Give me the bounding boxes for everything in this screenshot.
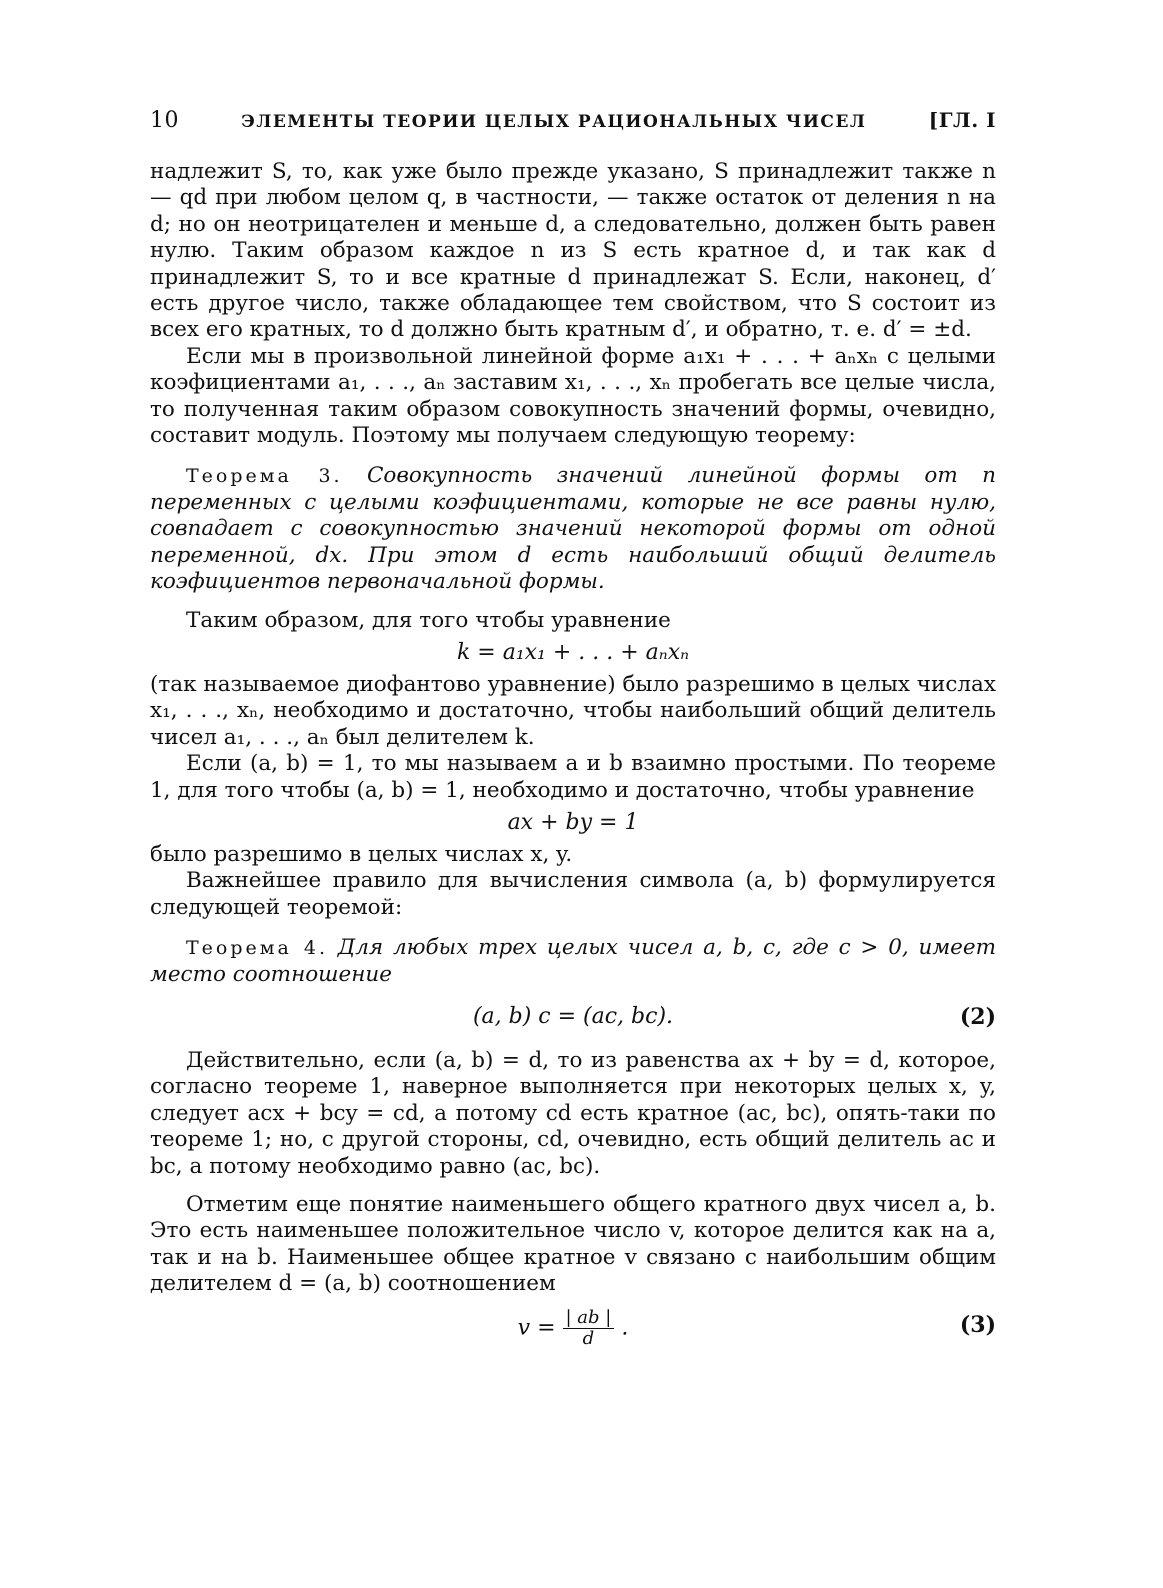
page-number: 10 [150, 108, 179, 133]
paragraph-9: Отметим еще понятие наименьшего общего кратного двух чисел a, b. Это есть наименьшее положительное число v, которое делится как на a, так и на b. Наименьшее общее кратное v связано с наибольшим общим делителем d = (a, b) соотношением [150, 1192, 996, 1297]
theorem-4 [150, 935, 996, 988]
running-title: ЭЛЕМЕНТЫ ТЕОРИИ ЦЕЛЫХ РАЦИОНАЛЬНЫХ ЧИСЕЛ [241, 112, 867, 132]
formula-2 [150, 1000, 996, 1034]
paragraph-2: Если мы в произвольной линейной форме a₁x₁ + . . . + aₙxₙ с целыми коэфициентами a₁, . . ., aₙ заставим x₁, . . ., xₙ пробегать все целые числа, то полученная таким образом совокупность значений формы, очевидно, составит модуль. Поэтому мы получаем следующую теорему: [150, 343, 996, 449]
formula-2-expression: (a, b) c = (ac, bc). [472, 1003, 674, 1029]
paragraph-7: Важнейшее правило для вычисления символа (a, b) формулируется следующей теоремой: [150, 868, 996, 920]
formula-3-denominator: d [582, 1327, 595, 1349]
formula-coprime: ax + by = 1 [507, 809, 639, 835]
paragraph-8: Действительно, если (a, b) = d, то из равенства ax + by = d, которое, согласно теореме 1, наверное выполняется при некоторых целых x, y, следует acx + bcy = cd, а потому cd есть кратное (ac, bc), опять-таки по теореме 1; но, с другой стороны, cd, очевидно, есть общий делитель ac и bc, а потому необходимо равно (ac, bc). [150, 1047, 996, 1179]
book-page [150, 108, 996, 1351]
theorem-4-label: Теорема 4. [186, 937, 328, 960]
paragraph-6: было разрешимо в целых числах x, y. [150, 841, 573, 867]
chapter-marker: [ГЛ. I [928, 108, 996, 132]
formula-3 [150, 1308, 996, 1349]
paragraph-4: (так называемое диофантово уравнение) было разрешимо в целых числах x₁, . . ., xₙ, необходимо и достаточно, чтобы наибольший общий делитель чисел a₁, . . ., aₙ был делителем k. [150, 671, 996, 750]
formula-3-period: . [621, 1315, 629, 1341]
theorem-3-label: Теорема 3. [186, 465, 343, 488]
theorem-3 [150, 463, 996, 595]
formula-3-numerator: | ab | [563, 1308, 615, 1329]
theorem-4-text: Для любых трех целых чисел a, b, c, где c > 0, имеет место соотношение [150, 935, 996, 987]
paragraph-3: Таким образом, для того чтобы уравнение [186, 607, 671, 633]
theorem-3-text: Совокупность значений линейной формы от n переменных с целыми коэфициентами, которые не все равны нулю, совпадает с совокупностью значений некоторой формы от одной переменной, dx. При этом d есть наибольший общий делитель коэфициентов первоначальной формы. [150, 463, 996, 595]
formula-3-number: (3) [959, 1311, 996, 1338]
formula-3-fraction [563, 1308, 615, 1349]
paragraph-1: надлежит S, то, как уже было прежде указано, S принадлежит также n — qd при любом целом q, в частности, — также остаток от деления n на d; но он неотрицателен и меньше d, а следовательно, должен быть равен нулю. Таким образом каждое n из S есть кратное d, и так как d принадлежит S, то и все кратные d принадлежат S. Если, наконец, d′ есть другое число, также обладающее тем свойством, что S состоит из всех его кратных, то d должно быть кратным d′, и обратно, т. е. d′ = ±d. [150, 159, 996, 343]
paragraph-5: Если (a, b) = 1, то мы называем a и b взаимно простыми. По теореме 1, для того чтобы (a, b) = 1, необходимо и достаточно, чтобы уравнение [150, 751, 996, 803]
formula-diophantine: k = a₁x₁ + . . . + aₙxₙ [456, 639, 690, 665]
formula-2-number: (2) [959, 1003, 996, 1030]
running-header [150, 108, 996, 133]
formula-3-lhs: v = [517, 1315, 556, 1341]
